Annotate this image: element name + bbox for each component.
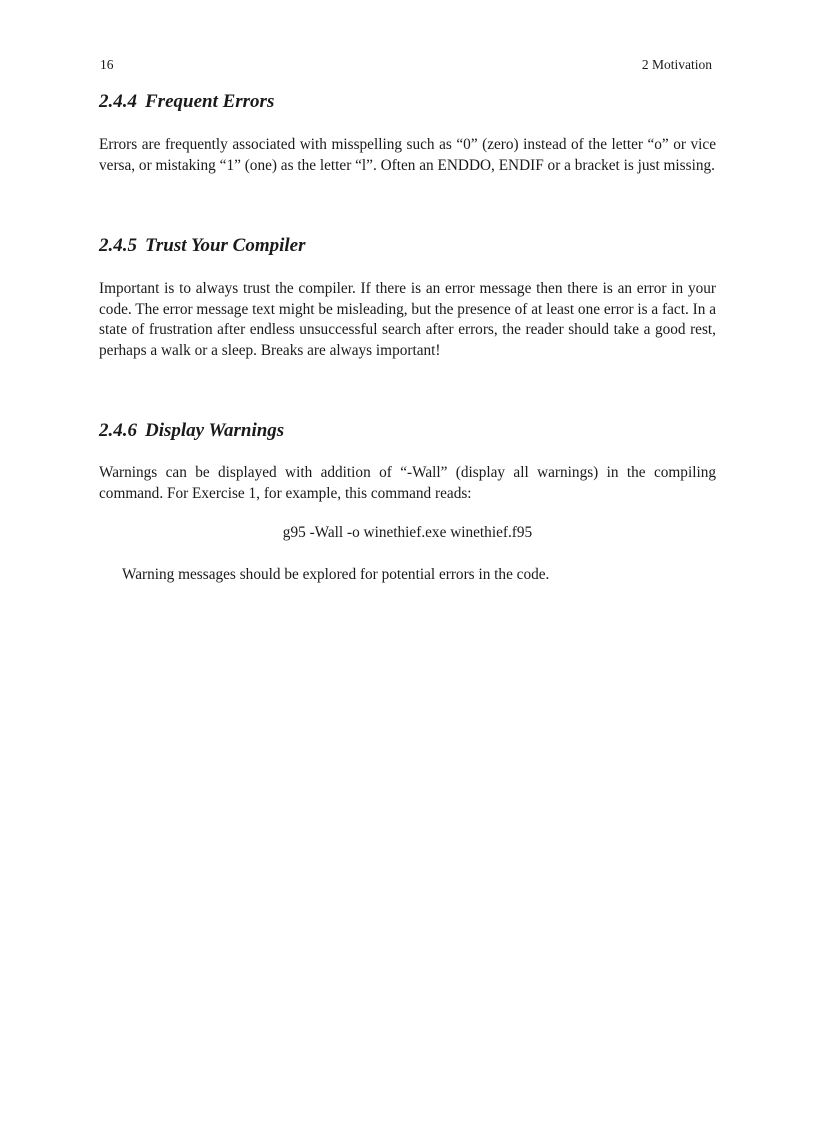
section-number: 2.4.6 [99,420,137,441]
section-heading-frequent-errors [99,91,274,113]
section-title: Trust Your Compiler [145,235,306,256]
paragraph-trust-your-compiler: Important is to always trust the compiler. If there is an error message then there is an error in your code. The error message text might be misleading, but the presence of at least one error is a fact. In a state of frustration after endless unsuccessful search after errors, the reader should take a good rest, perhaps a walk or a sleep. Breaks are always important! [99,280,716,359]
section-heading-display-warnings [99,420,284,442]
section-heading-trust-your-compiler [99,235,306,257]
section-number: 2.4.5 [99,235,137,256]
section-number: 2.4.4 [99,91,137,112]
section-title: Display Warnings [145,420,285,441]
section-title: Frequent Errors [145,91,275,112]
compile-command: g95 -Wall -o winethief.exe winethief.f95 [282,524,533,541]
page-number: 16 [100,57,114,72]
paragraph-warning-messages: Warning messages should be explored for potential errors in the code. [122,566,550,583]
paragraph-display-warnings: Warnings can be displayed with addition of “-Wall” (display all warnings) in the compiling command. For Exercise 1, for example, this command reads: [99,464,716,502]
chapter-reference: 2 Motivation [641,57,712,72]
paragraph-frequent-errors: Errors are frequently associated with misspelling such as “0” (zero) instead of the letter “o” or vice versa, or mistaking “1” (one) as the letter “l”. Often an ENDDO, ENDIF or a bracket is just missing. [99,136,716,174]
running-head [99,57,716,75]
